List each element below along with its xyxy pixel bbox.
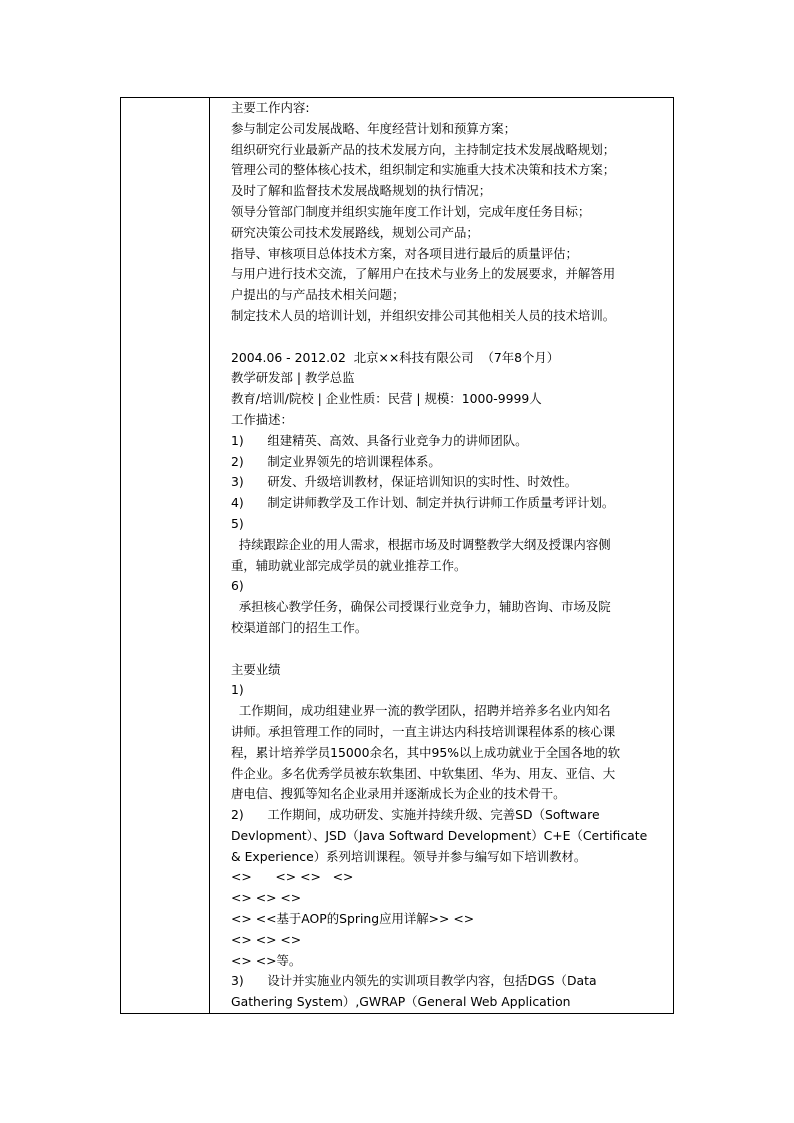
content-lines — [231, 98, 671, 1013]
text-line: 管理公司的整体核心技术，组织制定和实施重大技术决策和技术方案； — [231, 162, 616, 178]
text-line: 承担核心教学任务，确保公司授课行业竞争力，辅助咨询、市场及院 — [231, 599, 611, 615]
content-column — [231, 98, 671, 1013]
text-line — [231, 327, 671, 348]
text-line: 2) 制定业界领先的培训课程体系。 — [231, 453, 441, 469]
text-line: 持续跟踪企业的用人需求，根据市场及时调整教学大纲及授课内容侧 — [231, 536, 611, 552]
text-line: 工作期间，成功组建业界一流的教学团队，招聘并培养多名业内知名 — [231, 703, 611, 719]
text-line: 教学研发部 | 教学总监 — [231, 370, 355, 386]
text-line: 3) 研发、升级培训教材，保证培训知识的实时性、时效性。 — [231, 474, 578, 490]
text-line: Gathering System）,GWRAP（General Web Application — [231, 994, 571, 1010]
text-line: 1) — [231, 682, 244, 698]
text-line: Devlopment）、JSD（Java Softward Development）C+E（Certificate — [231, 827, 648, 843]
text-line: 指导、审核项目总体技术方案，对各项目进行最后的质量评估； — [231, 245, 578, 261]
text-line: 件企业。多名优秀学员被东软集团、中软集团、华为、用友、亚信、大 — [231, 765, 616, 781]
text-line: 组织研究行业最新产品的技术发展方向，主持制定技术发展战略规划； — [231, 141, 616, 157]
text-line: <> <> <> — [231, 931, 302, 947]
text-line: 校渠道部门的招生工作。 — [231, 619, 368, 635]
text-line: 2) 工作期间，成功研发、实施并持续升级、完善SD（Software — [231, 807, 600, 823]
text-line: 制定技术人员的培训计划，并组织安排公司其他相关人员的技术培训。 — [231, 307, 616, 323]
text-line: <> <> <> — [231, 890, 302, 906]
text-line: & Experience）系列培训课程。领导并参与编写如下培训教材。 — [231, 848, 587, 864]
text-line: 2004.06 - 2012.02 北京××科技有限公司 （7年8个月） — [231, 349, 560, 365]
text-line: 户提出的与产品技术相关问题； — [231, 287, 405, 303]
text-line: 程，累计培养学员15000余名，其中95%以上成功就业于全国各地的软 — [231, 744, 621, 760]
text-line: 6) — [231, 578, 244, 594]
text-line: 领导分管部门制度并组织实施年度工作计划，完成年度任务目标； — [231, 203, 591, 219]
text-line: 讲师。承担管理工作的同时，一直主讲达内科技培训课程体系的核心课 — [231, 723, 616, 739]
text-line: 5) — [231, 515, 244, 531]
text-line: 主要工作内容: — [231, 100, 310, 115]
text-line: 与用户进行技术交流，了解用户在技术与业务上的发展要求，并解答用 — [231, 266, 616, 282]
text-line: <> <> <> <> — [231, 869, 354, 885]
text-line: <> <>等。 — [231, 952, 302, 968]
text-line: 及时了解和监督技术发展战略规划的执行情况； — [231, 183, 492, 199]
text-line: 1) 组建精英、高效、具备行业竞争力的讲师团队。 — [231, 432, 528, 448]
label-column — [121, 98, 210, 1013]
text-line: 主要业绩 — [231, 661, 281, 677]
text-line: 研究决策公司技术发展路线，规划公司产品； — [231, 224, 479, 240]
text-line: <> <<基于AOP的Spring应用详解>> <> — [231, 911, 475, 927]
text-line: 重，辅助就业部完成学员的就业推荐工作。 — [231, 557, 467, 573]
text-line: 唐电信、搜狐等知名企业录用并逐渐成长为企业的技术骨干。 — [231, 786, 566, 802]
text-line: 教育/培训/院校 | 企业性质：民营 | 规模：1000-9999人 — [231, 391, 542, 407]
text-line: 参与制定公司发展战略、年度经营计划和预算方案； — [231, 120, 516, 136]
text-line: 3) 设计并实施业内领先的实训项目教学内容，包括DGS（Data — [231, 973, 597, 989]
resume-table — [120, 97, 674, 1014]
text-line — [231, 639, 671, 660]
text-line: 4) 制定讲师教学及工作计划、制定并执行讲师工作质量考评计划。 — [231, 495, 615, 511]
text-line: 工作描述： — [231, 411, 293, 427]
